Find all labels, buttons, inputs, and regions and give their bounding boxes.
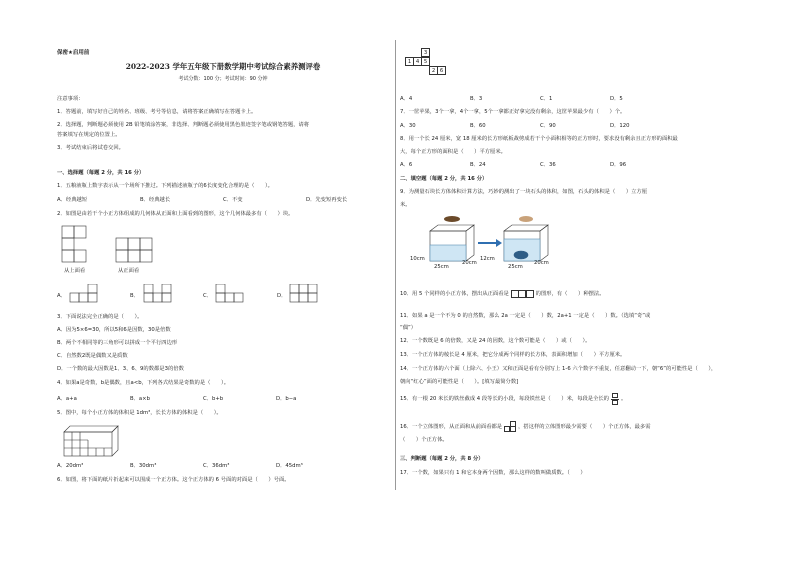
q2-option-a-figure: [68, 284, 108, 304]
q8-options: [400, 162, 740, 168]
option-c: C．90: [540, 123, 556, 129]
net-cell: 6: [437, 66, 446, 75]
q16-text: [400, 421, 651, 432]
net-cell: 5: [421, 57, 430, 66]
exam-title: 2022-2023 学年五年级下册数学期中考试综合素养测评卷: [125, 62, 321, 71]
option-a: A．30: [400, 123, 416, 129]
q9-dim-height: 10cm: [410, 256, 425, 262]
section1-heading: 一、选择题（每题 2 分，共 16 分）: [57, 170, 145, 176]
q7-text: 7．一筐苹果，3个一拿，4个一拿，5个一拿都正好拿完没有剩余，这筐苹果最少有（ ）个。: [400, 109, 626, 115]
q16-view-figure: [504, 421, 516, 432]
note-item: 答案填写在规定的位置上。: [57, 132, 121, 138]
q8-text-cont: 大，每个正方形的面积是（ ）平方厘米。: [400, 149, 506, 155]
q3-option-d: D．一个数的最大因数是1、3、6、9的数都是3的倍数: [57, 366, 184, 372]
option-d: D．b−a: [276, 396, 297, 402]
q15-main: 15．有一根 20 米长的铁丝截成 4 段等长的小段，每段铁丝是（ ）米，每段是全长的: [400, 395, 609, 402]
q16-post: ，搭这样的立体图形最少需要（ ）个正方体，最多需: [518, 423, 651, 430]
q12-text: 12．一个数既是 6 的倍数，又是 24 的因数，这个数可能是（ ）或（ ）。: [400, 338, 591, 344]
option-c: C．: [203, 293, 212, 299]
option-a: A．经典越短: [57, 197, 88, 203]
option-c: C．b+b: [203, 396, 224, 402]
q11-text: 11．如果 a 是一个不为 0 的自然数，那么 2a 一定是（ ）数，2a+1 一定是（ ）数。（选填“奇”或: [400, 313, 651, 319]
section3-heading: 三、判断题（每题 2 分，共 8 分）: [400, 456, 484, 462]
option-b: B．经典越长: [140, 197, 171, 203]
net-cell: 1: [405, 57, 414, 66]
q9-dim-length: 25cm: [434, 264, 449, 270]
option-c: C．不变: [223, 197, 243, 203]
q9-dim-length-2: 25cm: [508, 264, 523, 270]
option-b: B．60: [470, 123, 486, 129]
option-b: B．3: [470, 96, 483, 102]
q7-options: [400, 123, 740, 129]
q2-text: 2．如图是由若干个小正方体组成的几何体从正面和上面看到的图形，这个几何体最多有（ ）块。: [57, 211, 294, 217]
option-a: A．: [57, 293, 66, 299]
option-a: A．4: [400, 96, 413, 102]
note-item: 2．选择题，判断题必须使用 2B 铅笔填涂答案，非选择、判断题必须使用黑色墨迹签字笔或钢笔答题，请将: [57, 122, 310, 128]
exam-subtitle: 考试分数：100 分；考试时间：90 分钟: [178, 76, 268, 82]
q11-text-cont: “偶”）: [400, 325, 417, 331]
q15-text: [400, 393, 626, 405]
q14-text-cont: 朝向“红心”面的可能性是（ ）。[填写最简分数]: [400, 379, 519, 385]
option-d: D．96: [610, 162, 627, 168]
q6-text: 6．如图，将下面的纸片折起来可以围成一个正方体。这个正方体的 6 号面的对面是（ ）号面。: [57, 477, 290, 483]
option-b: B．: [130, 293, 139, 299]
q5-options: [57, 463, 389, 469]
q2-label-front: 从正面看: [118, 268, 140, 274]
net-cell: 4: [413, 57, 422, 66]
q9-text: 9．为测量石块长方体体积计算方法，巧妙的测出了一块石头的体积，如图，石头的体积是（ ）立方厘: [400, 189, 648, 195]
q10-text: [400, 290, 605, 298]
q9-dim-width-2: 20cm: [534, 260, 549, 266]
option-d: D．45dm³: [276, 463, 303, 469]
q16-text-cont: （ ）个正方体。: [400, 437, 448, 443]
q10-pre: 10．用 5 个同样的小正方体，摆出从正面看是: [400, 290, 509, 297]
q4-text: 4．如果a是奇数，b是偶数，且a<b，下列各式结果是奇数的是（ ）。: [57, 380, 229, 386]
q2-label-top: 从上面看: [64, 268, 86, 274]
q3-option-a: A．因为5×6=30，所以5和6是因数，30是倍数: [57, 327, 171, 333]
column-divider: [395, 40, 396, 490]
q4-options: [57, 396, 389, 402]
q1-text: 1．五粮液瓶上数字表示从一个场所下推过。下列描述液瓶子的6长度变化合理的是（ ）。: [57, 183, 273, 189]
q2-option-c-figure: [214, 284, 254, 304]
option-b: B．a×b: [130, 396, 150, 402]
net-cell: 2: [429, 66, 438, 75]
secret-label: 保密★启用前: [57, 50, 90, 56]
q3-text: 3．下面说法完全正确的是（ ）。: [57, 314, 143, 320]
q17-text: 17．一个数，如果只有 1 和它本身两个因数，那么这样的数叫做质数。（ ）: [400, 470, 586, 476]
q9-dim-width: 20cm: [462, 260, 477, 266]
note-item: 3．考试结束后将试卷交回。: [57, 145, 124, 151]
option-d: D．: [277, 293, 287, 299]
option-d: D．120: [610, 123, 630, 129]
option-b: B．30dm³: [130, 463, 157, 469]
option-c: C．36dm³: [203, 463, 230, 469]
q6-options: [400, 96, 740, 102]
option-d: D．5: [610, 96, 623, 102]
option-c: C．1: [540, 96, 553, 102]
q8-text: 8．用一个长 24 厘米，宽 18 厘米的长方形纸板裁剪成若干个小面积相等的正方形时，要求没有剩余且正方形的面积最: [400, 136, 678, 142]
q2-option-d-figure: [288, 284, 328, 304]
q10-front-view-figure: [511, 290, 534, 298]
q5-cuboid-figure: [60, 420, 140, 460]
q1-options: [57, 197, 389, 203]
option-c: C．36: [540, 162, 556, 168]
q13-text: 13．一个正方体的棱长是 4 厘米，把它分成两个同样的长方体，表面积增加（ ）平方厘米。: [400, 352, 626, 358]
q15-tail: 。: [620, 395, 627, 402]
q10-post: 的图形，有（ ）种摆法。: [535, 290, 605, 297]
option-a: A．20dm³: [57, 463, 84, 469]
q9-dim-height-2: 12cm: [480, 256, 495, 262]
q6-net-figure: [405, 48, 465, 88]
q3-option-c: C．自然数2既是偶数又是质数: [57, 353, 128, 359]
notes-heading: 注意事项：: [57, 96, 84, 102]
q16-pre: 16．一个立体图形，从正面和从前面看都是: [400, 423, 503, 430]
note-item: 1．答题前，填写好自己的姓名、班级、考号等信息，请将答案正确填写在答题卡上。: [57, 109, 257, 115]
q15-fraction-blank: [611, 393, 619, 405]
q14-text: 14．一个正方体的六个面（上除六、小王）又和正面是看有分别写上 1-6 六个数字不重复，任意翻动一下，朝“6”的可能性是（ ），: [400, 366, 717, 372]
option-b: B．24: [470, 162, 486, 168]
q9-text-cont: 米。: [400, 202, 411, 208]
option-a: A．6: [400, 162, 413, 168]
q2-views-figure: [60, 224, 200, 266]
net-cell: 3: [421, 48, 430, 57]
option-a: A．a+a: [57, 396, 77, 402]
section2-heading: 二、填空题（每题 2 分，共 16 分）: [400, 176, 488, 182]
q3-option-b: B．两个不相同等的三角形可以拼成一个平行四边形: [57, 340, 178, 346]
q2-option-b-figure: [142, 284, 182, 304]
q5-text: 5．图中，每个小正方体的体积是 1dm³，长长方体的体积是（ ）。: [57, 410, 222, 416]
option-d: D．先变短再变长: [306, 197, 348, 203]
